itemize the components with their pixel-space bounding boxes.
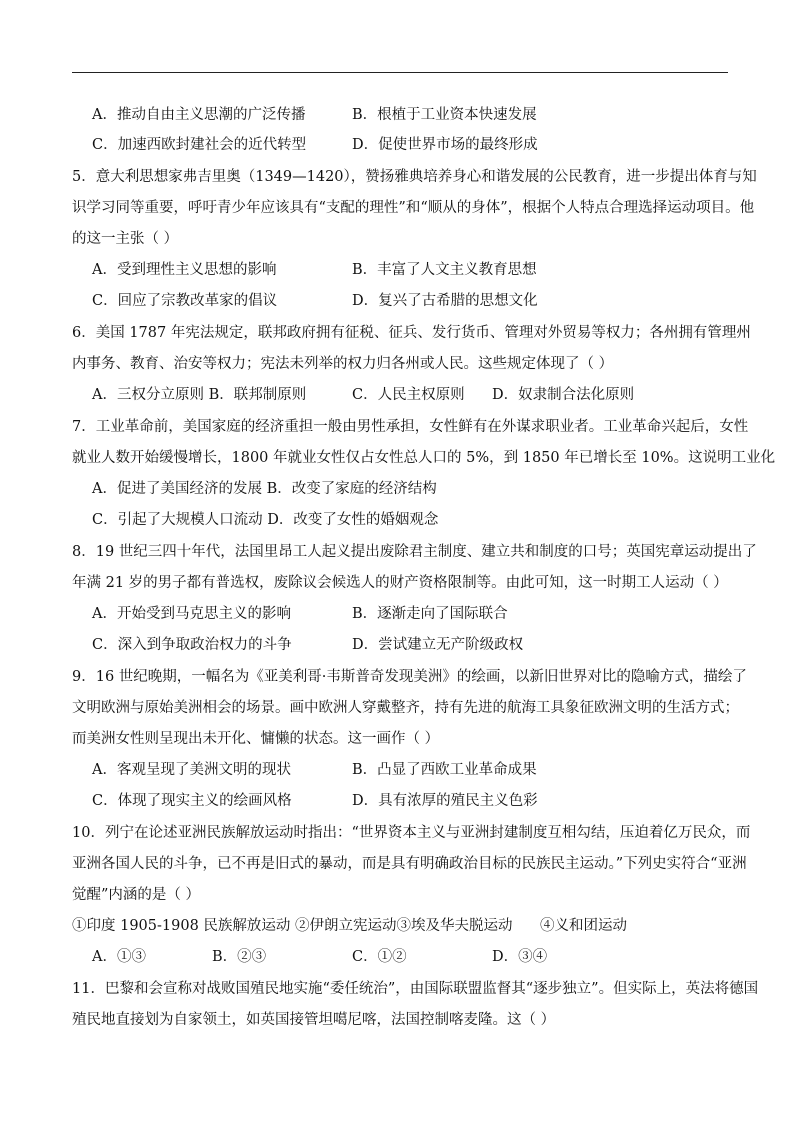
q5-option-a: A．受到理性主义思想的影响 xyxy=(92,262,277,278)
q6-option-d: D．奴隶制合法化原则 xyxy=(492,387,635,403)
q9-stem-line-2: 文明欧洲与原始美洲相会的场景。画中欧洲人穿戴整齐，持有先进的航海工具象征欧洲文明的生活方式； xyxy=(72,700,739,716)
q5-option-c: C．回应了宗教改革家的倡议 xyxy=(92,293,278,309)
q11-stem-line-2: 殖民地直接划为自家领土，如英国接管坦噶尼喀，法国控制喀麦隆。这（ ） xyxy=(72,1012,556,1028)
q9-option-b: B．凸显了西欧工业革命成果 xyxy=(352,762,537,778)
q5-stem-line-2: 识学习同等重要，呼吁青少年应该具有“支配的理性”和“顺从的身体”，根据个人特点合理选择运动项目。他 xyxy=(72,200,755,216)
q5-option-d: D．复兴了古希腊的思想文化 xyxy=(352,293,538,309)
q9-option-c: C．体现了现实主义的绘画风格 xyxy=(92,793,292,809)
q8-option-c: C．深入到争取政治权力的斗争 xyxy=(92,637,292,653)
q10-items-b: ④义和团运动 xyxy=(540,918,627,934)
q8-stem-line-1: 8．19 世纪三四十年代，法国里昂工人起义提出废除君主制度、建立共和制度的口号；英国宪章运动提出了 xyxy=(72,544,757,560)
q9-option-a: A．客观呈现了美洲文明的现状 xyxy=(92,762,291,778)
q8-stem-line-2: 年满 21 岁的男子都有普选权，废除议会候选人的财产资格限制等。由此可知，这一时期工人运动（ ） xyxy=(72,575,728,591)
q4-option-b: B．根植于工业资本快速发展 xyxy=(352,107,537,123)
q9-stem-line-1: 9．16 世纪晚期，一幅名为《亚美利哥·韦斯普奇发现美洲》的绘画，以新旧世界对比的隐喻方式，描绘了 xyxy=(72,669,747,685)
q8-option-d: D．尝试建立无产阶级政权 xyxy=(352,637,524,653)
header-rule xyxy=(72,72,728,73)
q10-option-a: A．①③ xyxy=(92,949,146,965)
q10-option-c: C．①② xyxy=(352,949,407,965)
q10-stem-line-2: 亚洲各国人民的斗争，已不再是旧式的暴动，而是具有明确政治目标的民族民主运动。”下列史实符合“亚洲 xyxy=(72,856,747,872)
q11-stem-line-1: 11．巴黎和会宣称对战败国殖民地实施“委任统治”，由国际联盟监督其“逐步独立”。但实际上，英法将德国 xyxy=(72,981,759,997)
q7-stem-line-2: 就业人数开始缓慢增长，1800 年就业女性仅占女性总人口的 5%，到 1850 年已增长至 10%。这说明工业化 xyxy=(72,450,776,466)
q5-option-b: B．丰富了人文主义教育思想 xyxy=(352,262,537,278)
q6-stem-line-2: 内事务、教育、治安等权力；宪法未列举的权力归各州或人民。这些规定体现了（ ） xyxy=(72,356,614,372)
q10-items-a: ①印度 1905-1908 民族解放运动 ②伊朗立宪运动③埃及华夫脱运动 xyxy=(72,918,513,934)
q6-stem-line-1: 6．美国 1787 年宪法规定，联邦政府拥有征税、征兵、发行货币、管理对外贸易等权力；各州拥有管理州 xyxy=(72,325,751,341)
q4-option-d: D．促使世界市场的最终形成 xyxy=(352,137,538,153)
q5-stem-line-1: 5．意大利思想家弗吉里奥（1349—1420），赞扬雅典培养身心和谐发展的公民教育，进一步提出体育与知 xyxy=(72,169,757,185)
q10-option-b: B．②③ xyxy=(212,949,267,965)
q10-stem-line-1: 10．列宁在论述亚洲民族解放运动时指出：“世界资本主义与亚洲封建制度互相勾结，压迫着亿万民众，而 xyxy=(72,825,751,841)
q4-option-a: A．推动自由主义思潮的广泛传播 xyxy=(92,107,306,123)
q7-option-cd: C．引起了大规模人口流动 D．改变了女性的婚姻观念 xyxy=(92,512,439,528)
q8-option-b: B．逐渐走向了国际联合 xyxy=(352,606,508,622)
q10-option-d: D．③④ xyxy=(492,949,548,965)
q8-option-a: A．开始受到马克思主义的影响 xyxy=(92,606,291,622)
q9-stem-line-3: 而美洲女性则呈现出未开化、慵懒的状态。这一画作（ ） xyxy=(72,731,440,747)
q5-stem-line-3: 的这一主张（ ） xyxy=(72,231,179,247)
q6-option-ab: A．三权分立原则 B．联邦制原则 xyxy=(92,387,307,403)
q4-option-c: C．加速西欧封建社会的近代转型 xyxy=(92,137,307,153)
q10-stem-line-3: 觉醒”内涵的是（ ） xyxy=(72,887,201,903)
q6-option-c: C．人民主权原则 xyxy=(352,387,465,403)
q7-option-ab: A．促进了美国经济的发展 B．改变了家庭的经济结构 xyxy=(92,481,437,497)
q9-option-d: D．具有浓厚的殖民主义色彩 xyxy=(352,793,538,809)
q7-stem-line-1: 7．工业革命前，美国家庭的经济重担一般由男性承担，女性鲜有在外谋求职业者。工业革命兴起后，女性 xyxy=(72,419,749,435)
